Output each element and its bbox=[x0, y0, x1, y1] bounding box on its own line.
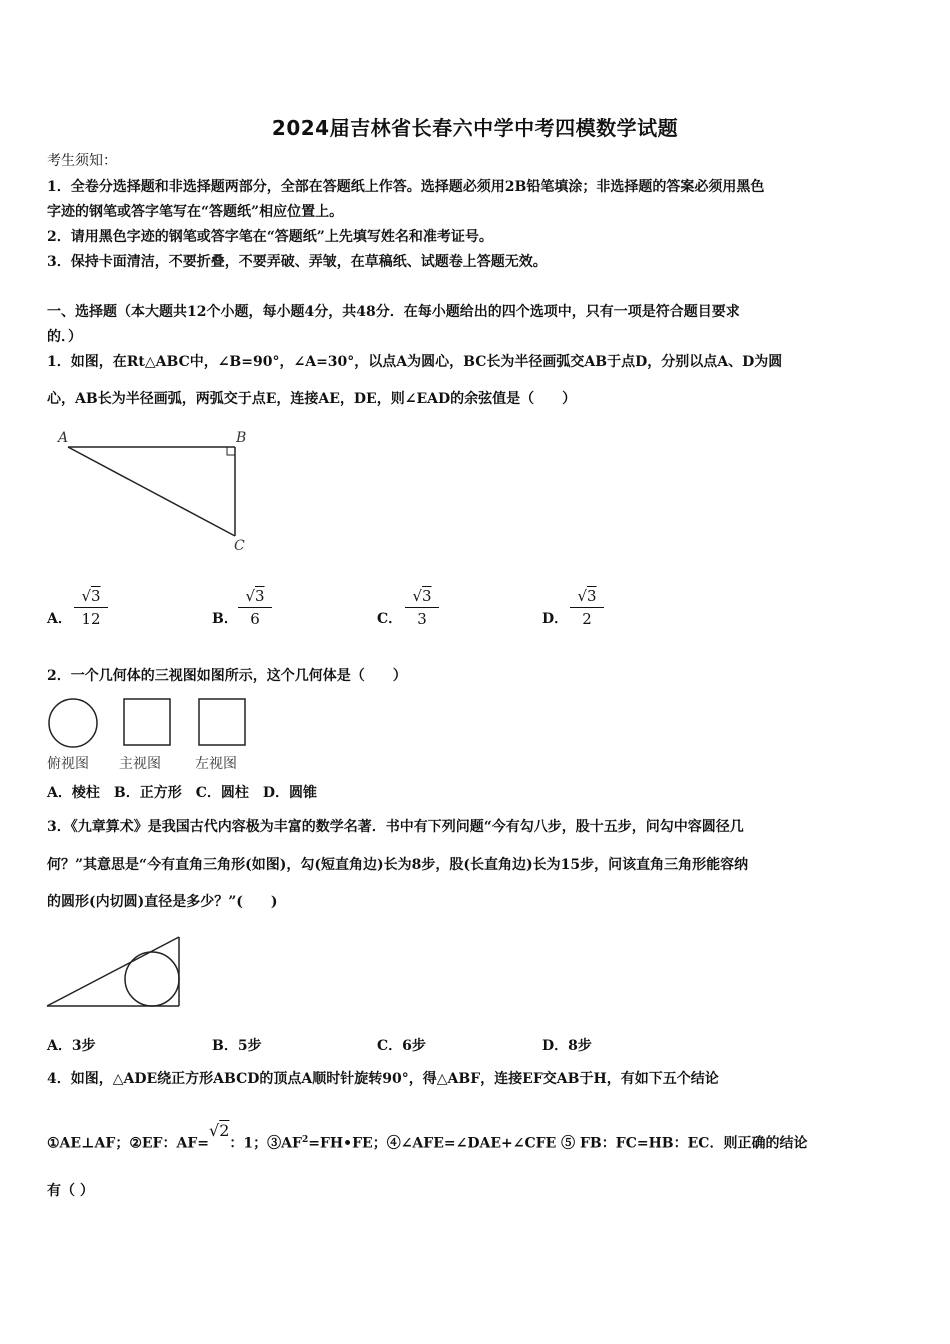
q1-option-b-num: 3 bbox=[255, 587, 265, 605]
q2-view-label-top: 俯视图 bbox=[47, 756, 89, 772]
q4-sqrt-value: 2 bbox=[219, 1120, 230, 1140]
q4-conclusions-part2: ：1；③AF bbox=[229, 1135, 302, 1152]
q3-option-d[interactable]: D．8步 bbox=[542, 1038, 592, 1054]
q1-label-a: A bbox=[58, 430, 69, 446]
q1-option-d-fraction: $\frac{√3}{2}$ bbox=[570, 587, 604, 628]
q3-text-cont: 何？”其意思是“今有直角三角形(如图)，勾(短直角边)长为8步，股(长直角边)长为15步，问该直角三角形能容纳 bbox=[47, 857, 749, 873]
q2-text: 2．一个几何体的三视图如图所示，这个几何体是（ ） bbox=[47, 668, 407, 684]
q1-option-d-den: 2 bbox=[582, 610, 592, 628]
q2-view-label-side: 左视图 bbox=[195, 756, 237, 772]
notice-line: 1．全卷分选择题和非选择题两部分，全部在答题纸上作答。选择题必须用2B铅笔填涂；非选择题的答案必须用黑色 bbox=[47, 179, 765, 195]
q2-three-views-figure bbox=[46, 698, 256, 750]
q1-option-b-letter[interactable]: B． bbox=[212, 611, 238, 627]
q3-option-c[interactable]: C．6步 bbox=[377, 1038, 426, 1054]
notice-line: 字迹的钢笔或答字笔写在“答题纸”相应位置上。 bbox=[47, 204, 344, 220]
q1-option-b-den: 6 bbox=[250, 610, 260, 628]
q4-conclusions-part3: =FH•FE；④∠AFE=∠DAE+∠CFE ⑤ FB：FC=HB：EC．则正确的结论 bbox=[308, 1135, 808, 1152]
q1-option-a-num: 3 bbox=[91, 587, 101, 605]
q1-label-c: C bbox=[234, 538, 245, 554]
q2-options[interactable]: A．棱柱 B．正方形 C．圆柱 D．圆锥 bbox=[47, 785, 317, 801]
notice-heading: 考生须知： bbox=[47, 153, 117, 169]
q1-label-b: B bbox=[236, 430, 247, 446]
q1-text-cont: 心，AB长为半径画弧，两弧交于点E，连接AE，DE，则∠EAD的余弦值是（ ） bbox=[47, 391, 577, 407]
notice-line: 3．保持卡面清洁，不要折叠，不要弄破、弄皱，在草稿纸、试题卷上答题无效。 bbox=[47, 254, 547, 270]
q4-text-cont: ①AE⊥AF；②EF：AF=√2：1；$③AF^2=FH•FE$；④∠AFE=∠DAE+∠CFE ⑤ FB：FC=HB：EC．则正确的结论 bbox=[47, 1120, 808, 1152]
q1-option-c-fraction: $\frac{√3}{3}$ bbox=[405, 587, 439, 628]
q1-option-a-fraction: $\frac{√3}{12}$ bbox=[74, 587, 108, 628]
q1-option-a-den: 12 bbox=[81, 610, 101, 628]
q3-option-b[interactable]: B．5步 bbox=[212, 1038, 262, 1054]
q1-option-d-letter[interactable]: D． bbox=[542, 611, 569, 627]
q1-option-b-fraction: $\frac{√3}{6}$ bbox=[238, 587, 272, 628]
q1-text: 1．如图，在Rt△ABC中，∠B=90°，∠A=30°，以点A为圆心，BC长为半径画弧交AB于点D，分别以点A、D为圆 bbox=[47, 354, 783, 370]
q1-option-c-letter[interactable]: C． bbox=[377, 611, 403, 627]
q3-option-a[interactable]: A．3步 bbox=[47, 1038, 96, 1054]
q1-option-a-letter[interactable]: A． bbox=[47, 611, 72, 627]
q1-option-d-num: 3 bbox=[587, 587, 597, 605]
page-title: 2024届吉林省长春六中学中考四模数学试题 bbox=[271, 116, 679, 140]
q2-view-label-front: 主视图 bbox=[119, 756, 161, 772]
notice-line: 2．请用黑色字迹的钢笔或答字笔在“答题纸”上先填写姓名和准考证号。 bbox=[47, 229, 493, 245]
q4-text-end: 有（ ） bbox=[47, 1183, 94, 1199]
q3-incircle-figure bbox=[45, 935, 185, 1010]
q4-superscript: 2 bbox=[301, 1135, 309, 1145]
q1-triangle-figure bbox=[55, 428, 255, 558]
q1-option-c-den: 3 bbox=[417, 610, 427, 628]
q1-option-c-num: 3 bbox=[422, 587, 432, 605]
q3-text-cont: 的圆形(内切圆)直径是多少？”( ) bbox=[47, 894, 278, 910]
q4-text: 4．如图，△ADE绕正方形ABCD的顶点A顺时针旋转90°，得△ABF，连接EF交AB于H，有如下五个结论 bbox=[47, 1071, 719, 1087]
section-heading: 一、选择题（本大题共12个小题，每小题4分，共48分．在每小题给出的四个选项中，只有一项是符合题目要求 bbox=[47, 304, 740, 320]
section-heading-cont: 的．） bbox=[47, 329, 82, 345]
q3-text: 3．《九章算术》是我国古代内容极为丰富的数学名著．书中有下列问题“今有勾八步，股十五步，问勾中容圆径几 bbox=[47, 819, 744, 835]
q4-conclusions-part1: ①AE⊥AF；②EF：AF= bbox=[47, 1135, 210, 1152]
